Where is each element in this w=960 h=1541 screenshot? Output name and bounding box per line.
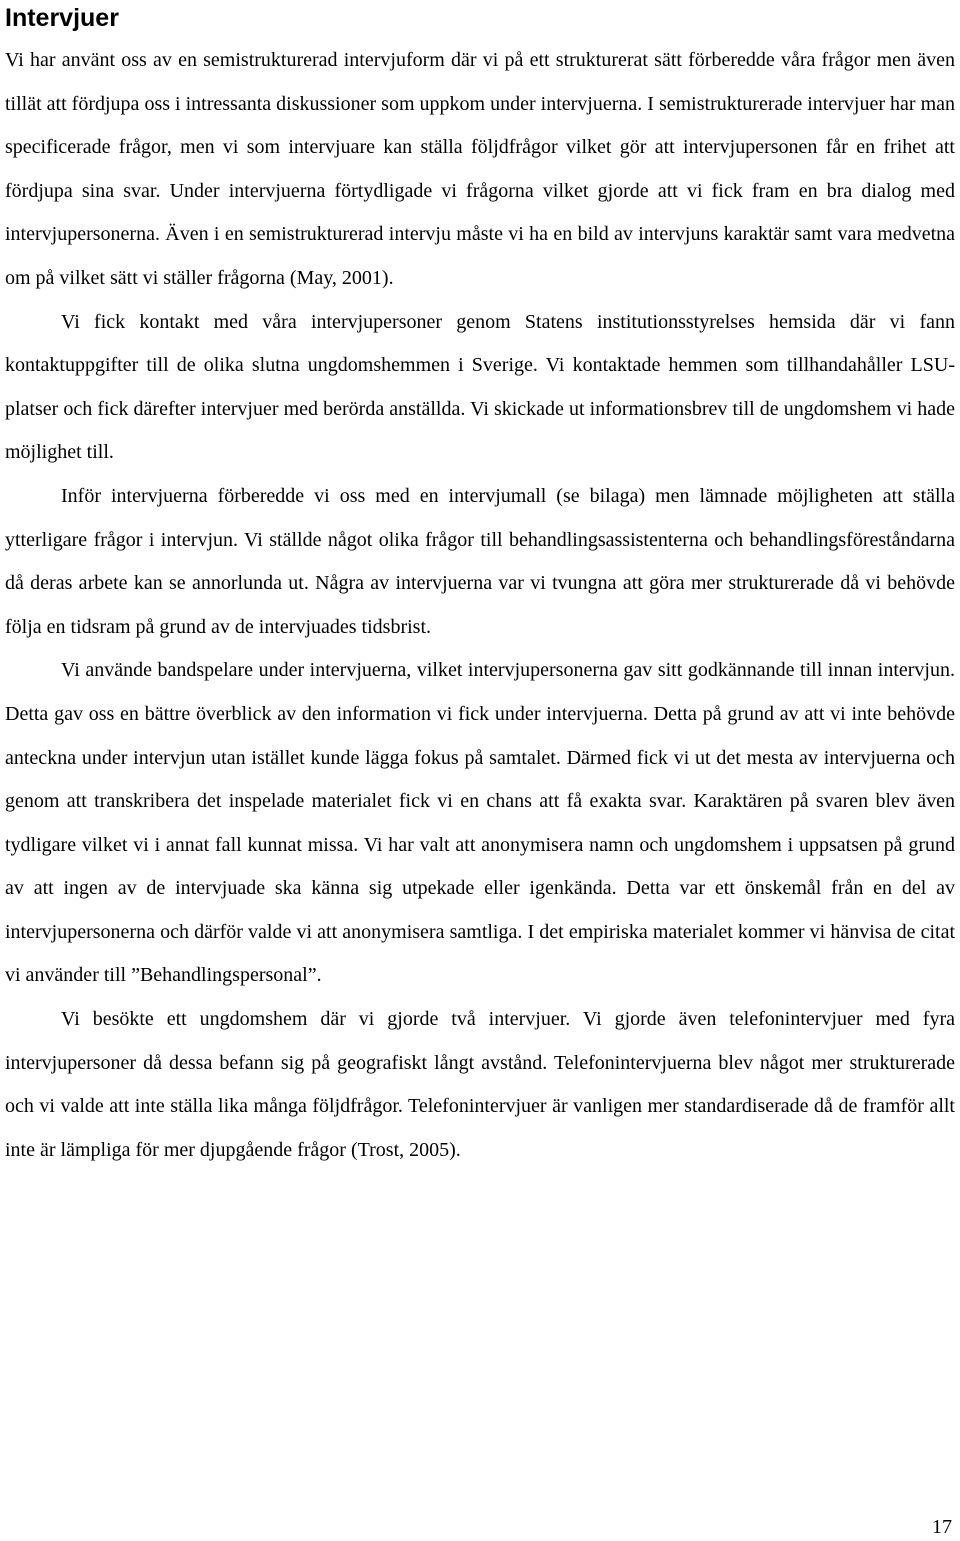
section-heading: Intervjuer	[5, 4, 119, 32]
paragraph-kontakt: Vi fick kontakt med våra intervjupersoner genom Statens institutionsstyrelses hemsida där vi fann kontaktuppgifter till de olika slutna ungdomshemmen i Sverige. Vi kontaktade hemmen som tillhandahåller LSU-platser och fick därefter intervjuer med berörda anställda. Vi skickade ut informationsbrev till de ungdomshem vi hade möjlighet till.	[5, 310, 955, 464]
document-page	[5, 0, 955, 1172]
paragraph-intervjuform: Vi har använt oss av en semistrukturerad intervjuform där vi på ett strukturerat sätt förberedde våra frågor men även tillät att fördjupa oss i intressanta diskussioner som uppkom under intervjuerna. I semistrukturerade intervjuer har man specificerade frågor, men vi som intervjuare kan ställa följdfrågor vilket gör att intervjupersonen får en frihet att fördjupa sina svar. Under intervjuerna förtydligade vi frågorna vilket gjorde att vi fick fram en bra dialog med intervjupersonerna. Även i en semistrukturerad intervju måste vi ha en bild av intervjuns karaktär samt vara medvetna om på vilket sätt vi ställer frågorna (May, 2001).	[5, 49, 955, 289]
page-number: 17	[932, 1516, 952, 1538]
paragraph-bandspelare: Vi använde bandspelare under intervjuerna, vilket intervjupersonerna gav sitt godkännande till innan intervjun. Detta gav oss en bättre överblick av den information vi fick under intervjuerna. Detta på grund av att vi inte behövde anteckna under intervjun utan istället kunde lägga fokus på samtalet. Därmed fick vi ut det mesta av intervjuerna och genom att transkribera det inspelade materialet fick vi en chans att få exakta svar. Karaktären på svaren blev även tydligare vilket vi i annat fall kunnat missa. Vi har valt att anonymisera namn och ungdomshem i uppsatsen på grund av att ingen av de intervjuade ska känna sig utpekade eller igenkända. Detta var ett önskemål från en del av intervjupersonerna och därför valde vi att anonymisera samtliga. I det empiriska materialet kommer vi hänvisa de citat vi använder till ”Behandlingspersonal”.	[5, 659, 955, 987]
paragraph-telefonintervjuer: Vi besökte ett ungdomshem där vi gjorde två intervjuer. Vi gjorde även telefonintervjuer med fyra intervjupersoner då dessa befann sig på geografiskt långt avstånd. Telefonintervjuerna blev något mer strukturerade och vi valde att inte ställa lika många följdfrågor. Telefonintervjuer är vanligen mer standardiserade då de framför allt inte är lämpliga för mer djupgående frågor (Trost, 2005).	[5, 1008, 955, 1161]
paragraph-intervjumall: Inför intervjuerna förberedde vi oss med en intervjumall (se bilaga) men lämnade möjligheten att ställa ytterligare frågor i intervjun. Vi ställde något olika frågor till behandlingsassistenterna och behandlingsföreståndarna då deras arbete kan se annorlunda ut. Några av intervjuerna var vi tvungna att göra mer strukturerade då vi behövde följa en tidsram på grund av de intervjuades tidsbrist.	[5, 484, 955, 638]
body-text	[5, 39, 955, 1172]
